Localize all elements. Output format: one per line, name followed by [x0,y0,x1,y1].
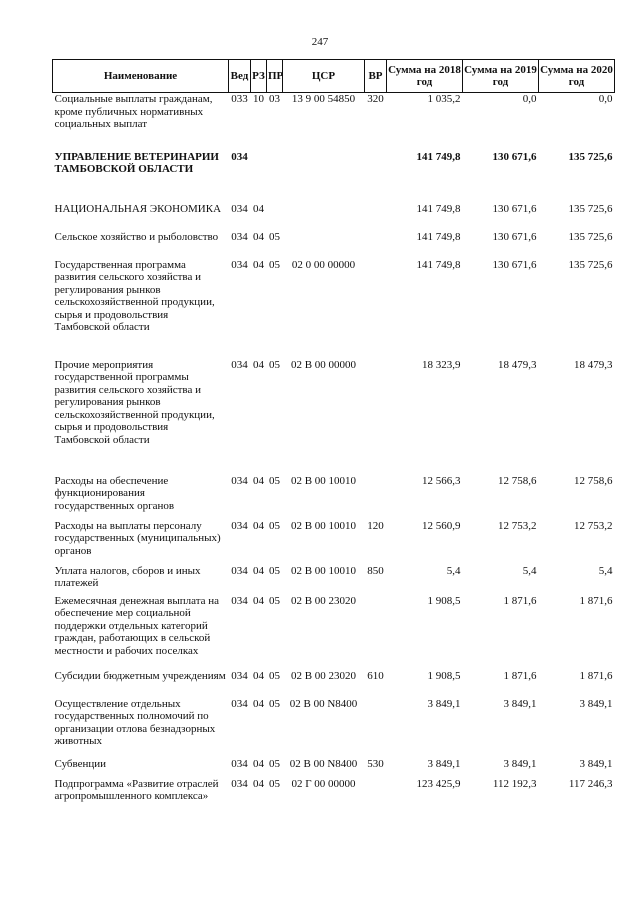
header-ved: Вед [229,60,251,93]
table-row [53,231,615,259]
row-sum-2019: 3 849,1 [503,697,537,710]
row-sum-2018: 123 425,9 [416,777,461,790]
row-vr [365,151,387,203]
row-sum-2018: 18 323,9 [422,358,461,371]
row-ved: 034 [231,669,248,682]
table-row [53,595,615,670]
row-vr [365,259,387,359]
row-sum-2019: 12 758,6 [498,474,537,487]
row-rz [251,151,267,203]
header-vr: ВР [365,60,387,93]
row-name: Расходы на выплаты персоналу государственных (муниципальных) органов [54,519,221,557]
table-row [53,93,615,151]
row-csr: 02 В 00 N8400 [289,697,358,710]
row-sum-2018: 141 749,8 [416,258,461,271]
row-rz: 04 [253,757,264,770]
row-vr: 610 [367,669,384,682]
row-sum-2018: 3 849,1 [427,697,461,710]
row-sum-2020: 12 753,2 [574,519,613,532]
row-name: УПРАВЛЕНИЕ ВЕТЕРИНАРИИ ТАМБОВСКОЙ ОБЛАСТИ [54,150,219,175]
row-sum-2018: 12 566,3 [422,474,461,487]
row-sum-2019: 130 671,6 [492,202,537,215]
row-pr: 05 [269,230,280,243]
row-sum-2020: 135 725,6 [568,230,613,243]
table-row [53,698,615,758]
row-vr: 530 [367,757,384,770]
row-sum-2020: 1 871,6 [579,594,613,607]
row-name: Прочие мероприятия государственной программы развития сельского хозяйства и регулирования рынков сельскохозяйственной продукции, сырья и продовольствия Тамбовской области [54,358,215,446]
header-pr: ПР [267,60,283,93]
table-row [53,203,615,231]
table-row [53,758,615,778]
row-sum-2020: 1 871,6 [579,669,613,682]
row-ved: 034 [231,519,248,532]
row-pr: 05 [269,258,280,271]
row-ved: 034 [231,777,248,790]
row-vr: 850 [367,564,384,577]
page-number: 247 [311,36,329,48]
header-sum-2018: Сумма на 2018 год [387,60,463,93]
row-pr: 03 [269,93,280,105]
row-pr [267,151,283,203]
row-csr: 02 В 00 23020 [290,594,357,607]
row-pr: 05 [269,697,280,710]
table-row [53,565,615,595]
table-row [53,670,615,698]
row-ved: 034 [231,474,248,487]
row-vr [365,231,387,259]
row-sum-2020: 135 725,6 [568,150,613,163]
row-sum-2018: 1 908,5 [427,594,461,607]
row-rz: 04 [253,519,264,532]
table-row [53,475,615,520]
row-csr: 02 В 00 N8400 [289,757,358,770]
table-header-row [53,60,615,93]
row-ved: 034 [231,697,248,710]
row-ved: 033 [231,93,248,105]
row-vr [365,203,387,231]
row-sum-2019: 12 753,2 [498,519,537,532]
row-name: Субсидии бюджетным учреждениям [54,669,226,682]
row-sum-2020: 3 849,1 [579,757,613,770]
row-sum-2020: 0,0 [598,93,613,105]
row-rz: 04 [253,358,264,371]
row-sum-2018: 3 849,1 [427,757,461,770]
row-csr: 02 В 00 10010 [290,564,357,577]
row-vr [365,778,387,818]
row-csr: 13 9 00 54850 [291,93,356,105]
row-name: Ежемесячная денежная выплата на обеспечение мер социальной поддержки отдельных категорий граждан, работающих в сельской местности и рабочих поселках [54,594,220,657]
row-sum-2019: 112 192,3 [492,777,537,790]
header-csr: ЦСР [283,60,365,93]
row-sum-2018: 5,4 [446,564,461,577]
row-sum-2020: 135 725,6 [568,202,613,215]
row-ved: 034 [231,757,248,770]
row-rz: 04 [253,474,264,487]
row-csr: 02 В 00 10010 [290,519,357,532]
row-name: Уплата налогов, сборов и иных платежей [54,564,201,589]
row-ved: 034 [231,564,248,577]
row-sum-2020: 5,4 [598,564,613,577]
row-sum-2019: 18 479,3 [498,358,537,371]
row-pr: 05 [269,358,280,371]
row-sum-2018: 141 749,8 [416,150,461,163]
row-rz: 04 [253,564,264,577]
row-vr [365,475,387,520]
row-name: Сельское хозяйство и рыболовство [54,230,219,243]
row-ved: 034 [231,230,248,243]
row-name: Осуществление отдельных государственных полномочий по организации отлова безнадзорных животных [54,697,216,747]
table-row [53,151,615,203]
header-sum-2019: Сумма на 2019 год [463,60,539,93]
row-ved: 034 [231,594,248,607]
row-sum-2019: 1 871,6 [503,669,537,682]
row-rz: 04 [253,258,264,271]
row-sum-2019: 130 671,6 [492,230,537,243]
row-pr: 05 [269,669,280,682]
table-row [53,778,615,818]
row-sum-2020: 12 758,6 [574,474,613,487]
row-sum-2018: 1 908,5 [427,669,461,682]
budget-table [52,59,615,818]
row-csr [283,231,365,259]
row-sum-2019: 0,0 [522,93,537,105]
row-sum-2019: 130 671,6 [492,258,537,271]
row-rz: 10 [253,93,264,105]
row-sum-2019: 5,4 [522,564,537,577]
row-ved: 034 [231,202,248,215]
row-rz: 04 [253,594,264,607]
row-pr: 05 [269,594,280,607]
row-csr: 02 0 00 00000 [291,258,356,271]
row-sum-2018: 141 749,8 [416,230,461,243]
row-vr [365,595,387,670]
row-vr [365,359,387,475]
row-sum-2019: 1 871,6 [503,594,537,607]
row-rz: 04 [253,777,264,790]
row-name: Подпрограмма «Развитие отраслей агропромышленного комплекса» [54,777,219,802]
header-sum-2020: Сумма на 2020 год [539,60,615,93]
row-sum-2018: 141 749,8 [416,202,461,215]
row-csr: 02 В 00 00000 [290,358,357,371]
row-sum-2018: 12 560,9 [422,519,461,532]
row-name: НАЦИОНАЛЬНАЯ ЭКОНОМИКА [54,202,222,215]
row-pr: 05 [269,474,280,487]
row-vr: 120 [367,519,384,532]
row-csr [283,203,365,231]
table-body [53,93,615,818]
row-ved: 034 [231,358,248,371]
row-csr: 02 Г 00 00000 [291,777,356,790]
row-csr: 02 В 00 23020 [290,669,357,682]
row-rz: 04 [253,669,264,682]
row-pr: 05 [269,757,280,770]
row-rz: 04 [253,230,264,243]
row-sum-2020: 18 479,3 [574,358,613,371]
row-ved: 034 [231,258,248,271]
row-csr [283,151,365,203]
row-sum-2019: 130 671,6 [492,150,537,163]
row-sum-2019: 3 849,1 [503,757,537,770]
row-name: Социальные выплаты гражданам, кроме публичных нормативных социальных выплат [54,93,213,130]
row-ved: 034 [231,150,248,163]
table-row [53,259,615,359]
row-sum-2020: 3 849,1 [579,697,613,710]
row-pr: 05 [269,777,280,790]
row-vr: 320 [367,93,384,105]
header-rz: РЗ [251,60,267,93]
row-pr: 05 [269,564,280,577]
row-sum-2020: 117 246,3 [568,777,613,790]
row-pr [267,203,283,231]
row-csr: 02 В 00 10010 [290,474,357,487]
row-name: Расходы на обеспечение функционирования государственных органов [54,474,175,512]
row-name: Государственная программа развития сельского хозяйства и регулирования рынков сельскохозяйственной продукции, сырья и продовольствия Тамбовской области [54,258,215,333]
header-name: Наименование [53,60,229,93]
row-vr [365,698,387,758]
row-sum-2020: 135 725,6 [568,258,613,271]
row-rz: 04 [253,697,264,710]
row-name: Субвенции [54,757,107,770]
row-rz: 04 [253,202,264,215]
row-sum-2018: 1 035,2 [427,93,461,105]
row-pr: 05 [269,519,280,532]
table-row [53,520,615,565]
table-row [53,359,615,475]
